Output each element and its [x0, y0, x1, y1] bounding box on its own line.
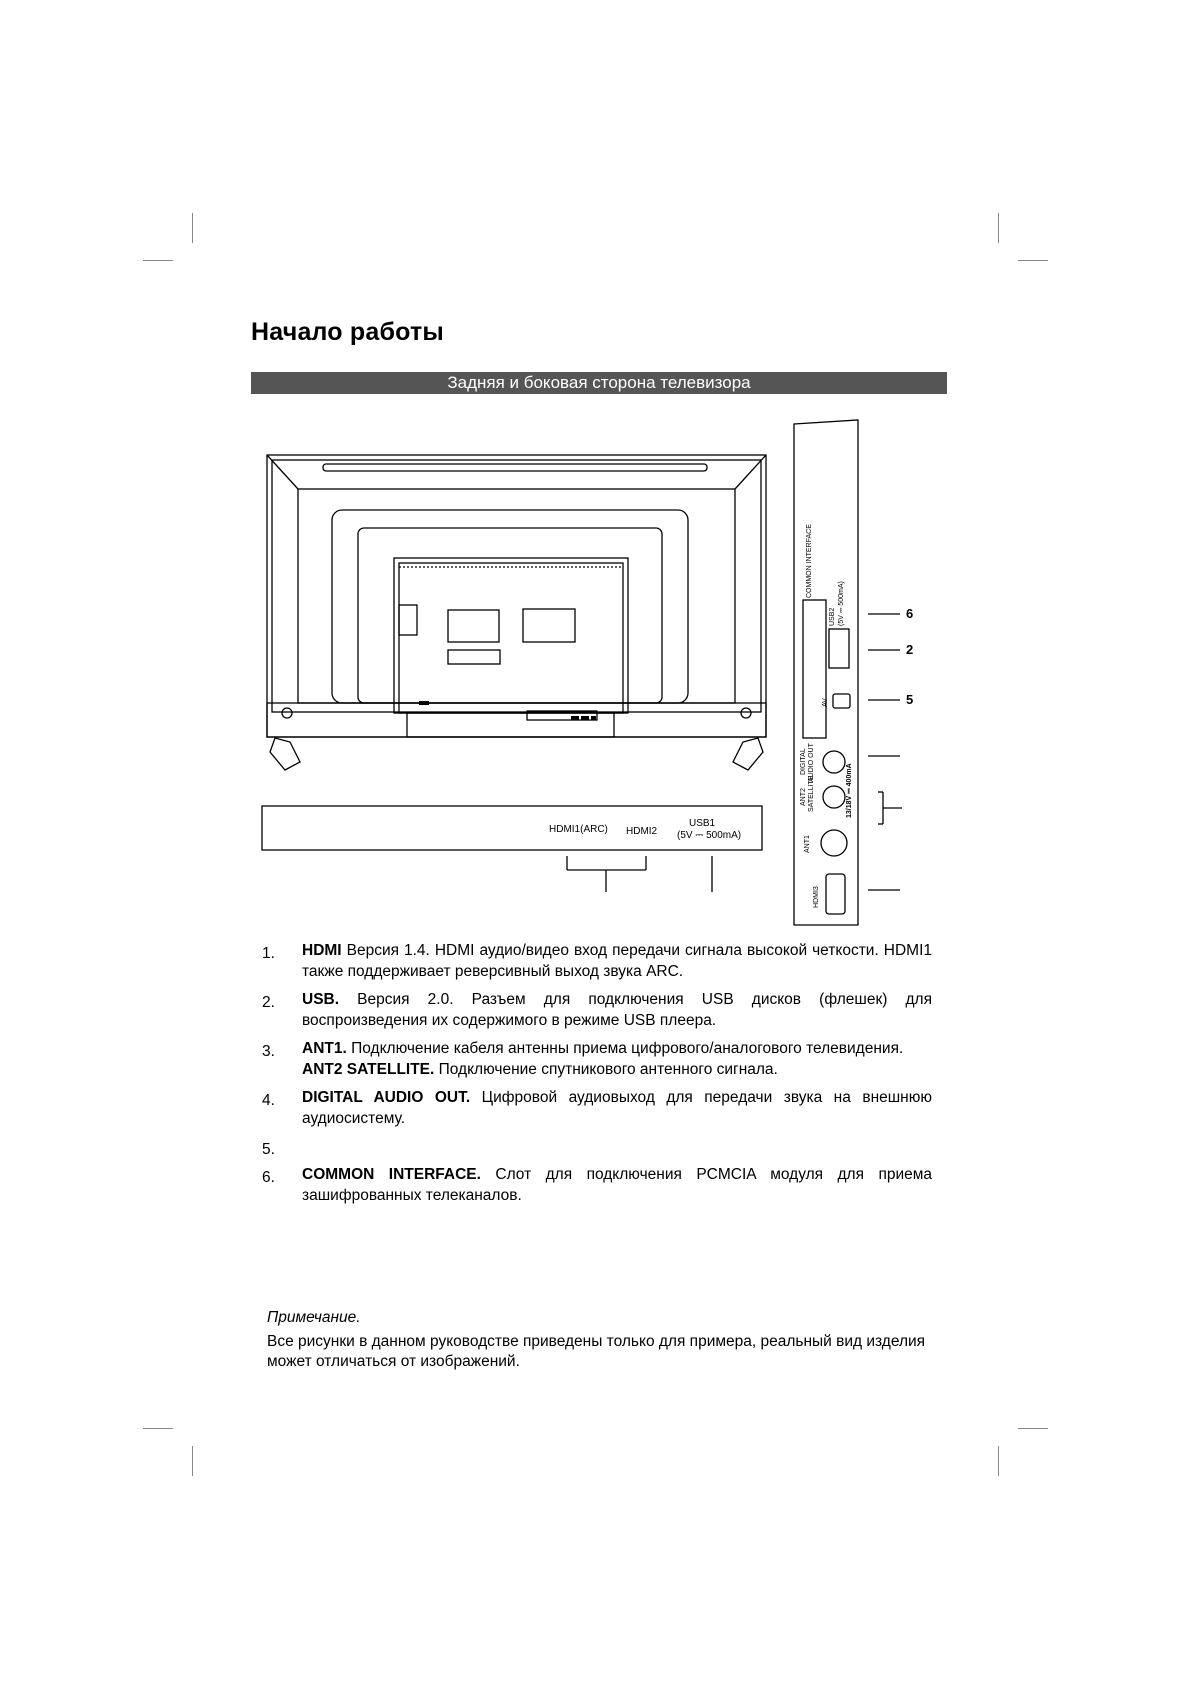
list-item-description: Подключение кабеля антенны приема цифрового/аналогового телевидения. [346, 1040, 904, 1057]
ant1-label: ANT1 [804, 835, 811, 853]
section-header: Задняя и боковая сторона телевизора [251, 372, 947, 394]
usb1-label: USB1 [689, 818, 716, 829]
ant2-port [823, 786, 845, 808]
connector-description-list [262, 940, 932, 1213]
list-item-number: 1. [262, 945, 275, 962]
list-item [262, 940, 932, 982]
list-item-term: DIGITAL AUDIO OUT. [302, 1089, 471, 1106]
list-item-term: USB. [302, 991, 340, 1008]
crop-mark [998, 1446, 999, 1476]
usb1-power-label: (5V ⎓ 500mA) [677, 830, 742, 841]
list-item-term: ANT1. [302, 1040, 347, 1057]
list-item [262, 1038, 932, 1080]
list-item [262, 1087, 932, 1129]
list-item [262, 989, 932, 1031]
list-item [262, 1164, 932, 1206]
ant2-satellite-label: SATELLITE [808, 775, 815, 812]
callout-number: 2 [906, 642, 914, 657]
usb2-label: USB2 [829, 607, 836, 626]
list-item-number: 5. [262, 1141, 275, 1158]
callout-number: 6 [906, 606, 914, 621]
vesa-plate [394, 558, 628, 713]
ant1-port [821, 830, 847, 856]
list-item [262, 1136, 932, 1157]
list-item-term: ANT2 SATELLITE. [302, 1061, 435, 1078]
list-item-description: Слот для подключения PCMCIA модуля для приема зашифрованных телеканалов. [302, 1166, 933, 1204]
usb2-port [829, 629, 849, 668]
list-item-description: Подключение спутникового антенного сигнала. [434, 1061, 778, 1078]
crop-mark [192, 1446, 193, 1476]
usb2-power-label: (5V ⎓ 500mA) [838, 581, 845, 626]
tv-stand-left [270, 738, 300, 770]
digital-audio-label: DIGITAL [800, 748, 807, 775]
crop-mark [143, 1428, 173, 1429]
bottom-connector-panel [262, 806, 762, 850]
list-item-number: 2. [262, 994, 275, 1011]
hdmi1-label: HDMI1(ARC) [549, 824, 608, 835]
list-item-text [302, 1087, 932, 1129]
list-item-number: 3. [262, 1043, 275, 1060]
label-plate [523, 609, 575, 642]
tv-stand-right [733, 738, 763, 770]
side-connector-panel [794, 420, 858, 925]
crop-mark [143, 260, 173, 261]
digital-audio-label-2: AUDIO OUT [808, 743, 815, 782]
list-item-text [302, 1136, 932, 1157]
hdmi3-port [826, 874, 845, 914]
list-item-number: 4. [262, 1092, 275, 1109]
callout-number: 5 [906, 692, 914, 707]
crop-mark [192, 213, 193, 243]
av-port [833, 694, 850, 708]
label-plate [448, 610, 499, 642]
list-item-text [302, 1038, 932, 1059]
common-interface-label: COMMON INTERFACE [806, 524, 813, 598]
ci-slot [803, 600, 826, 738]
av-label: AV [822, 698, 829, 707]
crop-mark [998, 213, 999, 243]
crop-mark [1018, 1428, 1048, 1429]
list-item-description: Версия 1.4. HDMI аудио/видео вход передачи сигнала высокой четкости. HDMI1 также поддерживает реверсивный выход звука ARC. [302, 942, 932, 980]
list-item-term: HDMI [302, 942, 342, 959]
hdmi3-label: HDMI3 [813, 886, 820, 908]
tv-body-outline [267, 455, 766, 737]
list-item-description: Цифровой аудиовыход для передачи звука на внешнюю аудиосистему. [302, 1089, 932, 1127]
list-item-text [302, 989, 932, 1031]
list-item-term: COMMON INTERFACE. [302, 1166, 481, 1183]
list-item-text [302, 940, 932, 982]
list-item-text [302, 1059, 932, 1080]
digital-audio-port [823, 751, 845, 773]
ant2-label: ANT2 [800, 788, 807, 806]
list-item-text [302, 1164, 932, 1206]
list-item-number: 6. [262, 1169, 275, 1186]
page-title: Начало работы [251, 318, 444, 346]
note-text: Все рисунки в данном руководстве приведены только для примера, реальный вид изделия может отличаться от изображений. [267, 1333, 926, 1370]
crop-mark [1018, 260, 1048, 261]
note-block [267, 1308, 967, 1372]
hdmi2-label: HDMI2 [626, 826, 658, 837]
list-item-description: Версия 2.0. Разъем для подключения USB дисков (флешек) для воспроизведения их содержимого в режиме USB плеера. [302, 991, 932, 1029]
note-title: Примечание. [267, 1309, 361, 1326]
ant2-power-label: 13/18V ⎓ 400mA [846, 763, 853, 818]
